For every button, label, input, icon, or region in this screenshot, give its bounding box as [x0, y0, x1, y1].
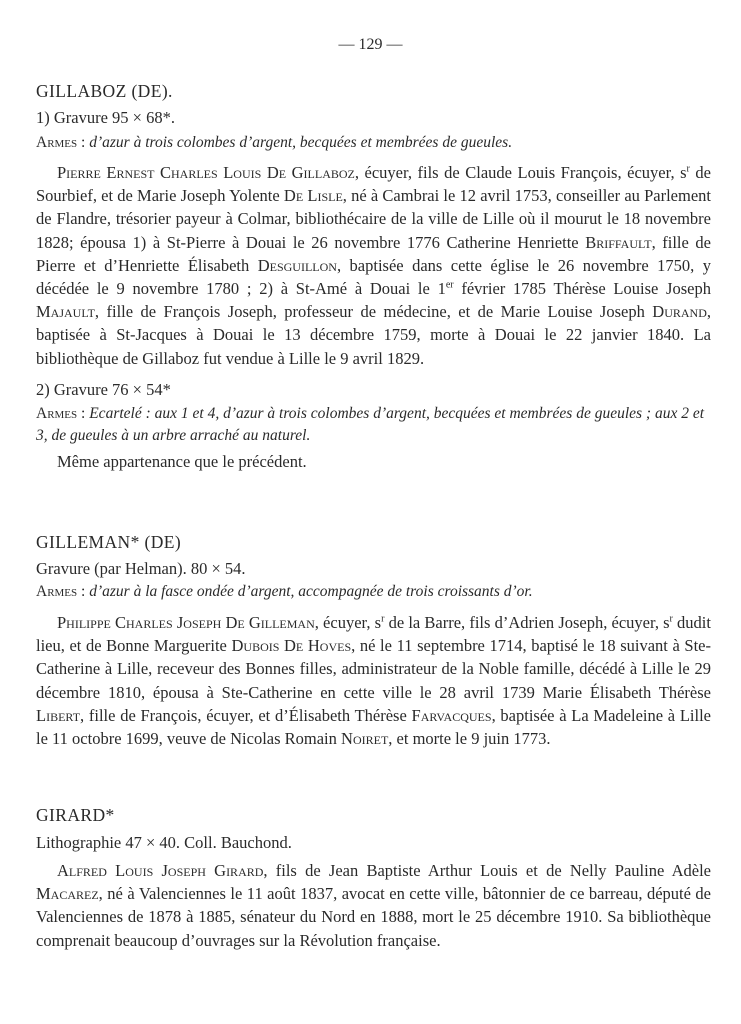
arms-description: d’azur à trois colombes d’argent, becquées et membrées de gueules. [89, 134, 513, 151]
superscript: r [686, 163, 690, 175]
arms-line [36, 132, 711, 154]
bio-text: , né le 11 septembre 1714, baptisé le 18 suivant à Ste-Catherine à Lille, receveur des Bonnes filles, administrateur de la Noble famille, décédé à Lille le 29 décembre 1810, épousa à Ste-Catherine en cette ville le 28 avril 1739 Marie Élisabeth Thérèse [36, 636, 711, 702]
engraving-line: 1) Gravure 95 × 68*. [36, 108, 175, 127]
bio-text: , fils de Jean Baptiste Arthur Louis et de Nelly Pauline Adèle [263, 861, 711, 880]
person-name: Libert [36, 705, 81, 725]
engraving-line: 2) Gravure 76 × 54* [36, 379, 171, 399]
superscript: er [445, 279, 454, 291]
person-name: Farvacques [411, 705, 492, 725]
entry-gilleman [36, 531, 711, 750]
arms-description: d’azur à la fasce ondée d’argent, accompagnée de trois croissants d’or. [89, 583, 533, 600]
entry-gillaboz [36, 80, 711, 473]
person-name: De Lisle [283, 186, 343, 206]
person-name: Durand [652, 302, 707, 322]
page-number: — 129 — [338, 36, 403, 53]
person-name: Desguillon [257, 255, 337, 275]
biography [36, 859, 711, 952]
entry-heading: GILLABOZ (DE). [36, 81, 173, 101]
bio-text: , écuyer, fils de Claude Louis François, écuyer, s [354, 163, 687, 182]
person-name: Macarez [36, 884, 99, 904]
entry-girard [36, 804, 711, 952]
bio-text: , fille de François, écuyer, et d’Élisabeth Thérèse [80, 705, 412, 725]
entry-heading: GIRARD* [36, 805, 115, 825]
person-name: Briffault [585, 232, 652, 252]
biography [36, 161, 711, 370]
arms-line [36, 581, 711, 603]
bio-text: , fille de François Joseph, professeur de médecine, et de Marie Louise Joseph [94, 302, 653, 322]
superscript: r [669, 613, 673, 625]
person-name: Alfred Louis Joseph Girard [57, 861, 264, 880]
engraving-line: Gravure (par Helman). 80 × 54. [36, 559, 246, 578]
bio-text: , baptisée dans cette église le 26 novembre 1750, y décédée le 9 novembre 1780 ; 2) à St-Amé à Douai le 1 [36, 255, 711, 299]
engraving-line: Lithographie 47 × 40. Coll. Bauchond. [36, 833, 292, 852]
bio-text: , né à Cambrai le 12 avril 1753, conseiller au Parlement de Flandre, trésorier payeur à Colmar, bibliothécaire de la ville de Lille où il mourut le 18 novembre 1828; épousa 1) à St-Pierre à Douai le 26 novembre 1776 Catherine Henriette [36, 186, 711, 252]
bio-text: , baptisée à St-Jacques à Douai le 13 décembre 1759, morte à Douai le 22 janvier 1840. La bibliothèque de Gillaboz fut vendue à Lille le 9 avril 1829. [36, 302, 711, 368]
person-name: Pierre Ernest Charles Louis De Gillaboz [57, 163, 355, 182]
bio-text: , né à Valenciennes le 11 août 1837, avocat en cette ville, bâtonnier de ce barreau, député de Valenciennes de 1878 à 1885, sénateur du Nord en 1888, mort le 25 décembre 1910. Sa bibliothèque comprenait beaucoup d’ouvrages sur la Révolution française. [36, 884, 711, 950]
bio-text: , et morte le 9 juin 1773. [388, 729, 551, 749]
arms-label: Armes : [36, 134, 86, 151]
bio-text: , fille de Pierre et d’Henriette Élisabeth [36, 232, 711, 275]
note: Même appartenance que le précédent. [57, 451, 307, 471]
bio-text: , écuyer, s [314, 613, 382, 632]
bio-text: février 1785 Thérèse Louise Joseph [453, 279, 711, 299]
bio-text: dudit lieu, et de Bonne Marguerite [36, 613, 711, 656]
person-name: Noiret [341, 729, 389, 749]
arms-label: Armes : [36, 583, 86, 600]
arms-description: Ecartelé : aux 1 et 4, d’azur à trois colombes d’argent, becquées et membrées de gueules ; aux 2 et 3, de gueules à un arbre arraché au naturel. [36, 404, 705, 444]
arms-label: Armes : [36, 404, 86, 422]
person-name: Majault [36, 302, 95, 322]
arms-line [36, 403, 711, 447]
biography [36, 611, 711, 750]
superscript: r [381, 613, 385, 625]
person-name: Dubois De Hoves [231, 636, 352, 656]
bio-text: , baptisée à La Madeleine à Lille le 11 octobre 1699, veuve de Nicolas Romain [36, 705, 711, 749]
person-name: Philippe Charles Joseph De Gilleman [57, 613, 315, 632]
bio-text: de la Barre, fils d’Adrien Joseph, écuyer, s [384, 613, 670, 632]
bio-text: de Sourbief, et de Marie Joseph Yolente [36, 163, 711, 206]
entry-heading: GILLEMAN* (DE) [36, 532, 182, 552]
